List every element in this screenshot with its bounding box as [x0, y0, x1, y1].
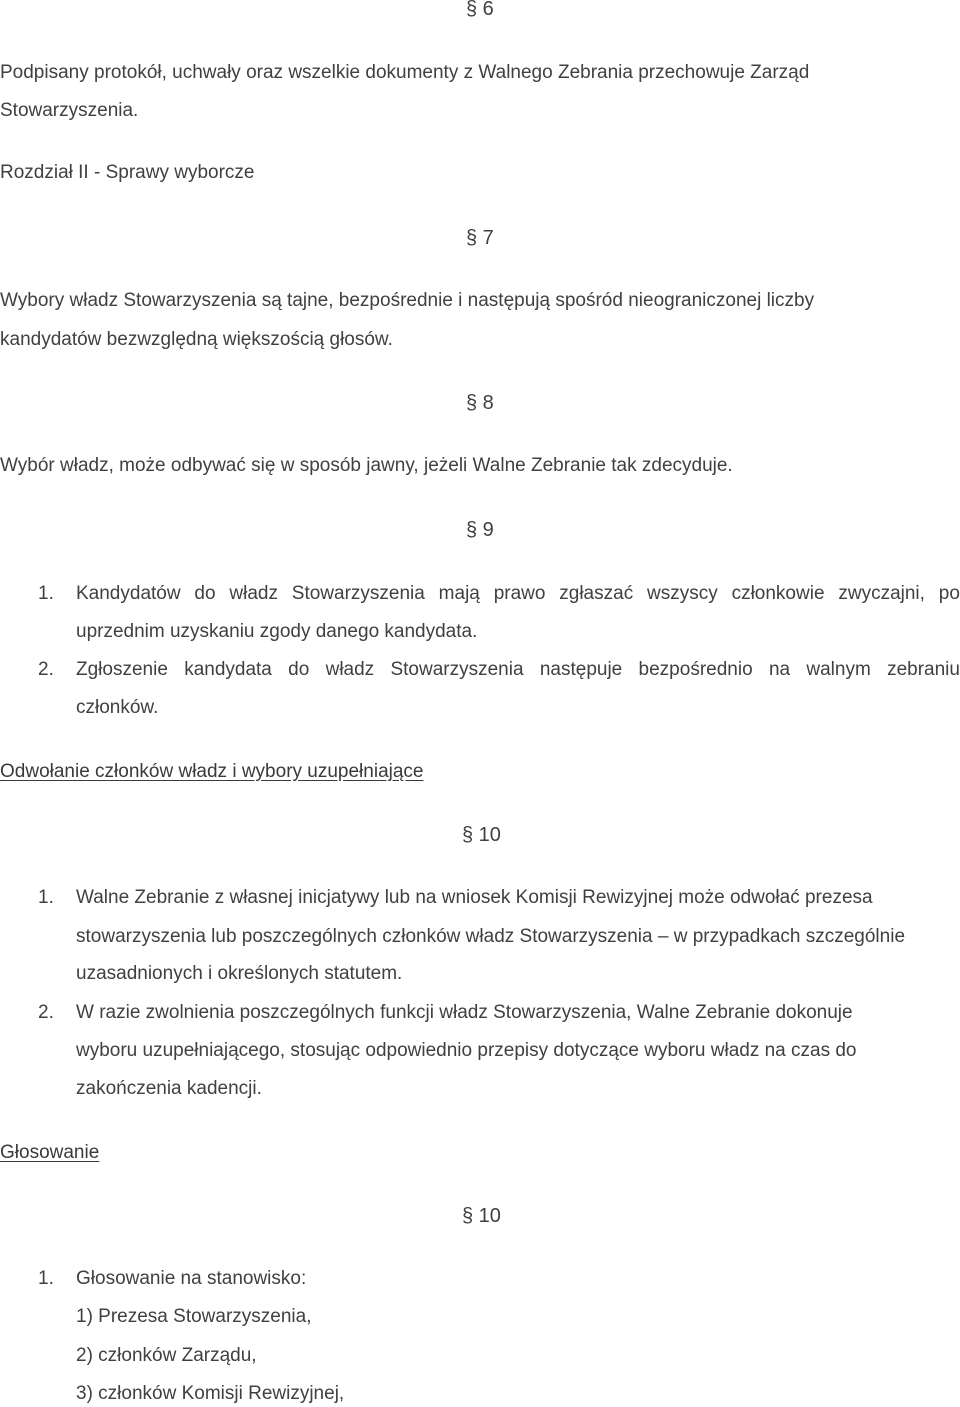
section-10b-item-1-line-1: Głosowanie na stanowisko: — [76, 1268, 307, 1289]
word: mają — [438, 583, 480, 604]
section-10a-item-1-line-3: uzasadnionych i określonych statutem. — [76, 963, 403, 984]
section-8-line-1: Wybór władz, może odbywać się w sposób jawny, jeżeli Walne Zebranie tak zdecyduje. — [0, 455, 733, 476]
section-9-item-2-number: 2. — [38, 659, 54, 680]
section-6-mark: § 6 — [466, 0, 494, 20]
section-10a-item-2-line-2: wyboru uzupełniającego, stosując odpowiednio przepisy dotyczące wyboru władz na czas do — [76, 1040, 857, 1061]
section-9-item-1-line-2: uprzednim uzyskaniu zgody danego kandydata. — [76, 621, 478, 642]
section-10a-item-1-number: 1. — [38, 887, 54, 908]
word: członkowie — [731, 583, 825, 604]
word: do — [194, 583, 216, 604]
word: do — [288, 659, 310, 680]
section-7-mark: § 7 — [466, 227, 494, 249]
word: kandydata — [184, 659, 272, 680]
section-10a-item-1-line-1: Walne Zebranie z własnej inicjatywy lub na wniosek Komisji Rewizyjnej może odwołać prezesa — [76, 887, 873, 908]
section-7-line-2: kandydatów bezwzględną większością głosów. — [0, 329, 393, 350]
word: zgłaszać — [559, 583, 634, 604]
word: następuje — [539, 659, 623, 680]
word: Stowarzyszenia — [291, 583, 425, 604]
word: walnym — [806, 659, 871, 680]
voting-heading: Głosowanie — [0, 1142, 100, 1163]
section-9-item-1-line-1 — [76, 583, 960, 605]
section-10b-item-1-number: 1. — [38, 1268, 54, 1289]
chapter-2-title: Rozdział II - Sprawy wyborcze — [0, 162, 255, 183]
word: władz — [229, 583, 278, 604]
section-10b-mark: § 10 — [462, 1205, 501, 1227]
section-9-item-1-number: 1. — [38, 583, 54, 604]
word: władz — [325, 659, 375, 680]
word: prawo — [493, 583, 546, 604]
section-9-mark: § 9 — [466, 519, 494, 541]
word: zebraniu — [887, 659, 960, 680]
section-7-line-1: Wybory władz Stowarzyszenia są tajne, bezpośrednie i następują spośród nieograniczonej liczby — [0, 290, 815, 311]
word: zwyczajni, — [838, 583, 925, 604]
word: Zgłoszenie — [76, 659, 168, 680]
section-10b-subitem-1: 1) Prezesa Stowarzyszenia, — [76, 1306, 312, 1327]
section-10a-item-1-line-2: stowarzyszenia lub poszczególnych członków władz Stowarzyszenia – w przypadkach szczególnie — [76, 926, 906, 947]
section-10a-item-2-line-1: W razie zwolnienia poszczególnych funkcji władz Stowarzyszenia, Walne Zebranie dokonuje — [76, 1002, 853, 1023]
word: bezpośrednio — [638, 659, 753, 680]
section-10b-subitem-3: 3) członków Komisji Rewizyjnej, — [76, 1383, 345, 1404]
section-6-line-2: Stowarzyszenia. — [0, 100, 139, 121]
section-6-line-1: Podpisany protokół, uchwały oraz wszelkie dokumenty z Walnego Zebrania przechowuje Zarząd — [0, 62, 810, 83]
section-10a-item-2-number: 2. — [38, 1002, 54, 1023]
section-9-item-2-line-2: członków. — [76, 697, 159, 718]
recall-heading: Odwołanie członków władz i wybory uzupełniające — [0, 761, 424, 782]
word: Stowarzyszenia — [390, 659, 524, 680]
word: po — [938, 583, 960, 604]
section-10b-subitem-2: 2) członków Zarządu, — [76, 1345, 257, 1366]
word: wszyscy — [647, 583, 718, 604]
section-9-item-2-line-1 — [76, 659, 960, 681]
word: Kandydatów — [76, 583, 181, 604]
section-10a-item-2-line-3: zakończenia kadencji. — [76, 1078, 262, 1099]
word: na — [768, 659, 791, 680]
section-8-mark: § 8 — [466, 392, 494, 414]
section-10a-mark: § 10 — [462, 824, 501, 846]
